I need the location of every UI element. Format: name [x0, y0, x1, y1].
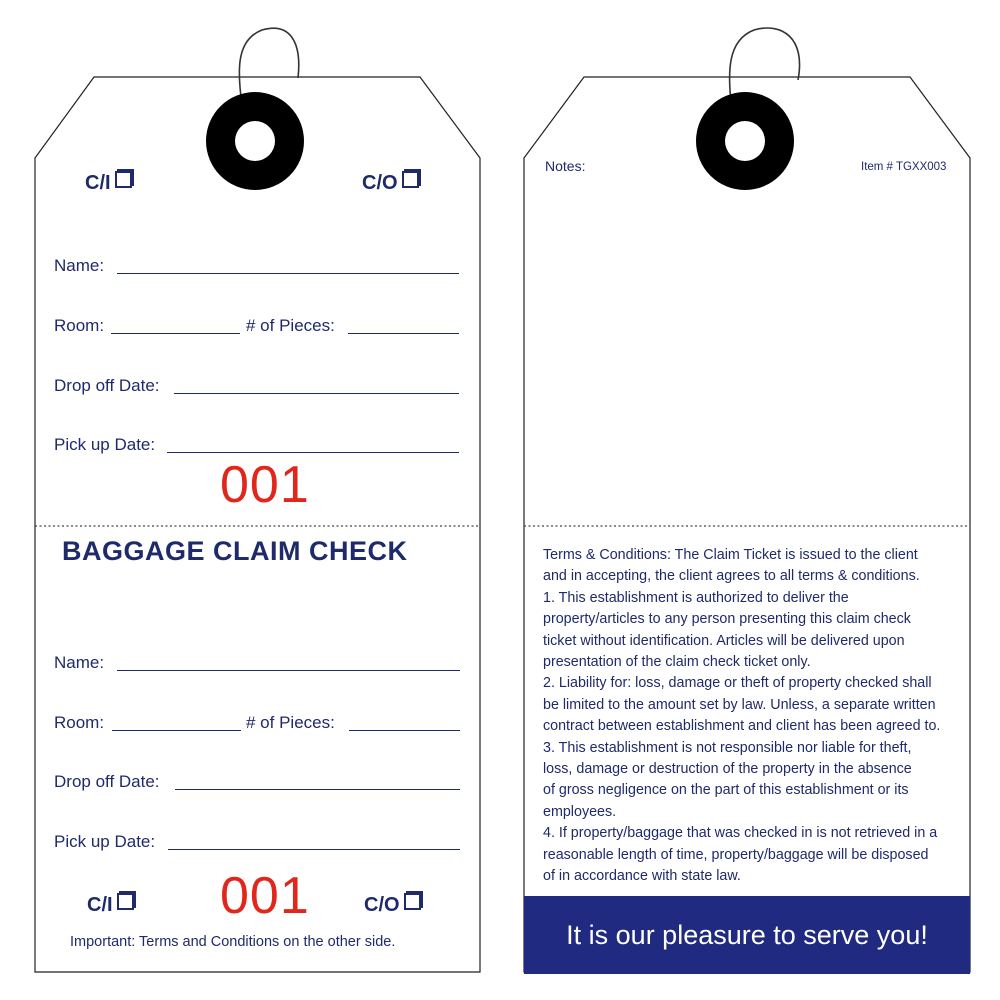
bottom-checkout	[364, 893, 421, 917]
bottom-dropoff-line[interactable]	[175, 789, 460, 790]
checkout-checkbox[interactable]	[402, 171, 419, 188]
checkin-checkbox[interactable]	[117, 893, 134, 910]
notes-label: Notes:	[545, 158, 586, 174]
checkin-label: C/I	[85, 172, 111, 194]
terms-line: contract between establishment and client has been agreed to.	[543, 718, 941, 735]
checkout-label: C/O	[364, 894, 400, 916]
checkout-checkbox[interactable]	[404, 893, 421, 910]
bottom-pickup-line[interactable]	[168, 849, 460, 850]
front-top-checkin	[85, 171, 132, 195]
top-pickup-line[interactable]	[167, 452, 459, 453]
terms-line: ticket without identification. Articles will be delivered upon	[543, 632, 905, 649]
front-hole	[235, 121, 275, 161]
important-note: Important: Terms and Conditions on the other side.	[70, 934, 396, 950]
bottom-pieces-line[interactable]	[349, 730, 460, 731]
terms-and-conditions	[543, 545, 968, 888]
terms-line: Terms & Conditions: The Claim Ticket is issued to the client	[543, 547, 918, 563]
bottom-checkin	[87, 893, 134, 917]
terms-line: be limited to the amount set by law. Unless, a separate written	[543, 696, 936, 713]
claim-check-title: BAGGAGE CLAIM CHECK	[62, 536, 408, 566]
top-room-line[interactable]	[111, 333, 240, 334]
terms-line: presentation of the claim check ticket only.	[543, 654, 811, 671]
bottom-room-label: Room:	[54, 713, 105, 732]
top-room-label: Room:	[54, 316, 105, 335]
terms-line: employees.	[543, 803, 617, 820]
terms-line: of in accordance with state law.	[543, 868, 741, 885]
top-dropoff-line[interactable]	[174, 393, 459, 394]
top-name-label: Name:	[54, 256, 105, 275]
terms-line: 3. This establishment is not responsible nor liable for theft,	[543, 739, 912, 756]
top-ticket-number: 001	[220, 456, 310, 514]
top-pickup-label: Pick up Date:	[54, 435, 156, 454]
terms-line: reasonable length of time, property/baggage will be disposed	[543, 846, 929, 863]
top-pieces-line[interactable]	[348, 333, 459, 334]
back-hole	[725, 121, 765, 161]
terms-line: and in accepting, the client agrees to all terms & conditions.	[543, 568, 920, 585]
pleasure-banner	[524, 896, 970, 974]
bottom-dropoff-label: Drop off Date:	[54, 772, 160, 791]
bottom-name-label: Name:	[54, 653, 105, 672]
terms-line: 2. Liability for: loss, damage or theft of property checked shall	[543, 675, 932, 692]
top-pieces-label: # of Pieces:	[246, 316, 335, 335]
terms-line: property/articles to any person presenting this claim check	[543, 611, 911, 628]
checkin-label: C/I	[87, 894, 113, 916]
terms-line: 1. This establishment is authorized to deliver the	[543, 589, 849, 606]
top-name-line[interactable]	[117, 273, 459, 274]
front-top-checkout	[362, 171, 419, 195]
terms-line: 4. If property/baggage that was checked in is not retrieved in a	[543, 825, 938, 842]
checkin-checkbox[interactable]	[115, 171, 132, 188]
notes-area[interactable]	[540, 185, 955, 515]
top-dropoff-label: Drop off Date:	[54, 376, 160, 395]
bottom-ticket-number: 001	[220, 867, 310, 925]
terms-line: loss, damage or destruction of the property in the absence	[543, 761, 912, 778]
item-number: Item # TGXX003	[861, 161, 947, 173]
bottom-pickup-label: Pick up Date:	[54, 832, 156, 851]
terms-line: of gross negligence on the part of this establishment or its	[543, 782, 909, 799]
bottom-pieces-label: # of Pieces:	[246, 713, 335, 732]
banner-text: It is our pleasure to serve you!	[566, 919, 928, 950]
bottom-name-line[interactable]	[117, 670, 460, 671]
checkout-label: C/O	[362, 172, 398, 194]
bottom-room-line[interactable]	[112, 730, 241, 731]
